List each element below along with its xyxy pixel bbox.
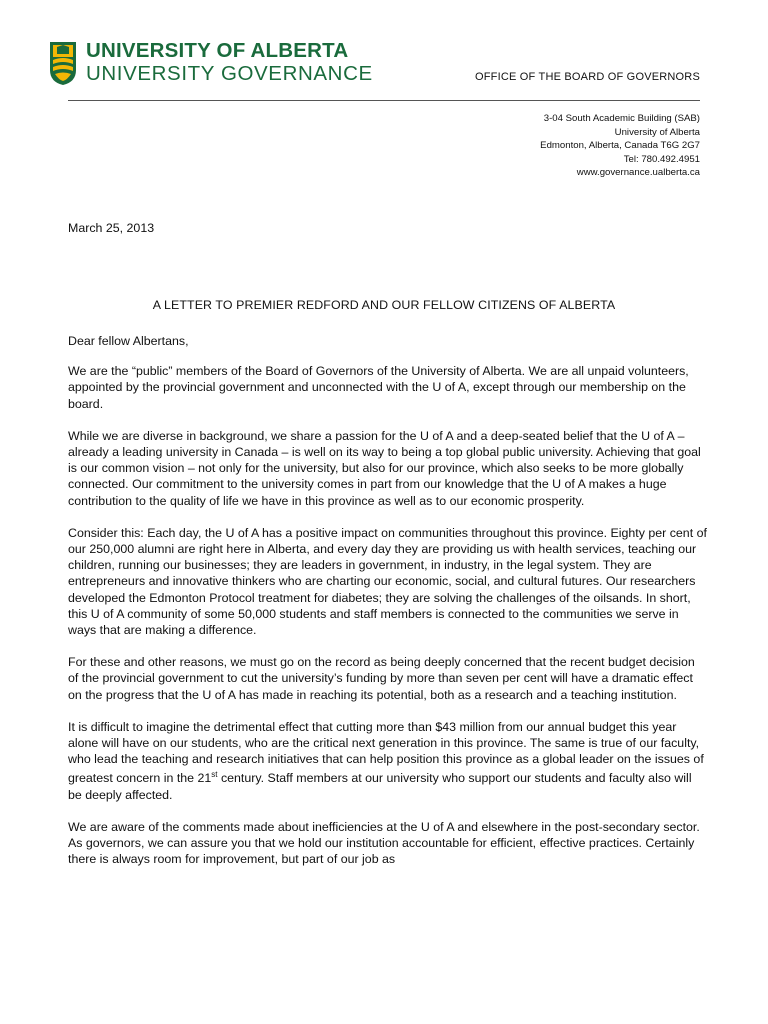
paragraph-3: Consider this: Each day, the U of A has a positive impact on communities throughout this province. Eighty per cent of our 250,000 alumni are right here in Alberta, and every day they are providing us with health services, teaching our children, running our businesses; they are leaders in government, in industry, in the legal system. They are entrepreneurs and innovative thinkers who are charting our economic, social, and cultural futures. Our researchers developed the Edmonton Protocol treatment for diabetes; they are solving the challenges of the oilsands. In short, this U of A community of some 50,000 students and staff members is connected to the communities we serve in ways that are making a difference. — [68, 525, 707, 638]
salutation: Dear fellow Albertans, — [68, 334, 189, 348]
brand-governance: UNIVERSITY GOVERNANCE — [86, 62, 373, 85]
address-university: University of Alberta — [614, 126, 700, 138]
paragraph-5 — [68, 719, 708, 803]
address-building: 3-04 South Academic Building (SAB) — [543, 113, 700, 124]
address-website: www.governance.ualberta.ca — [576, 167, 700, 178]
letter-body — [68, 333, 708, 884]
header-divider — [68, 100, 700, 101]
address-city: Edmonton, Alberta, Canada T6G 2G7 — [540, 140, 700, 151]
university-crest-icon — [48, 40, 78, 86]
paragraph-1: We are the “public” members of the Board of Governors of the University of Alberta. We are all unpaid volunteers, appointed by the provincial government and unconnected with the U of A, except through our membership on the board. — [68, 364, 689, 411]
paragraph-5-text-cont: century. Staff members at our university who support our students and faculty also will be deeply affected. — [68, 771, 692, 802]
university-logo — [48, 40, 373, 86]
ordinal-suffix: st — [211, 770, 218, 780]
brand-university-name: UNIVERSITY OF ALBERTA — [86, 39, 349, 62]
brand-text — [86, 40, 373, 86]
office-name: OFFICE OF THE BOARD OF GOVERNORS — [475, 71, 700, 83]
letter-date: March 25, 2013 — [68, 221, 155, 235]
paragraph-2: While we are diverse in background, we share a passion for the U of A and a deep-seated belief that the U of A – already a leading university in Canada – is well on its way to being a top global public university. Achieving that goal is our common vision – not only for the university, but also for our province, which also seeks to be more globally connected. Our commitment to the university comes in part from our knowledge that the U of A makes a huge contribution to the quality of life we have in this province as well as to our economic prosperity. — [68, 428, 701, 508]
paragraph-4: For these and other reasons, we must go on the record as being deeply concerned that the recent budget decision of the provincial government to cut the university’s funding by more than seven per cent will have a dramatic effect on the progress that the U of A has made in reaching its potential, both as a research and a teaching institution. — [68, 655, 695, 702]
address-phone: Tel: 780.492.4951 — [623, 153, 700, 165]
letter-title: A LETTER TO PREMIER REDFORD AND OUR FELLOW CITIZENS OF ALBERTA — [152, 298, 616, 312]
paragraph-5-text: It is difficult to imagine the detrimental effect that cutting more than $43 million from our annual budget this year alone will have on our students, who are the critical next generation in this province. The same is true of our faculty, who lead the teaching and research initiatives that can help position this province as a global leader on the issues of greatest concern in the 21 — [68, 719, 704, 786]
paragraph-6: We are aware of the comments made about inefficiencies at the U of A and elsewhere in the post-secondary sector. As governors, we can assure you that we hold our institution accountable for efficient, effective practices. Certainly there is always room for improvement, but part of our job as — [68, 820, 700, 867]
address-block — [540, 112, 700, 180]
